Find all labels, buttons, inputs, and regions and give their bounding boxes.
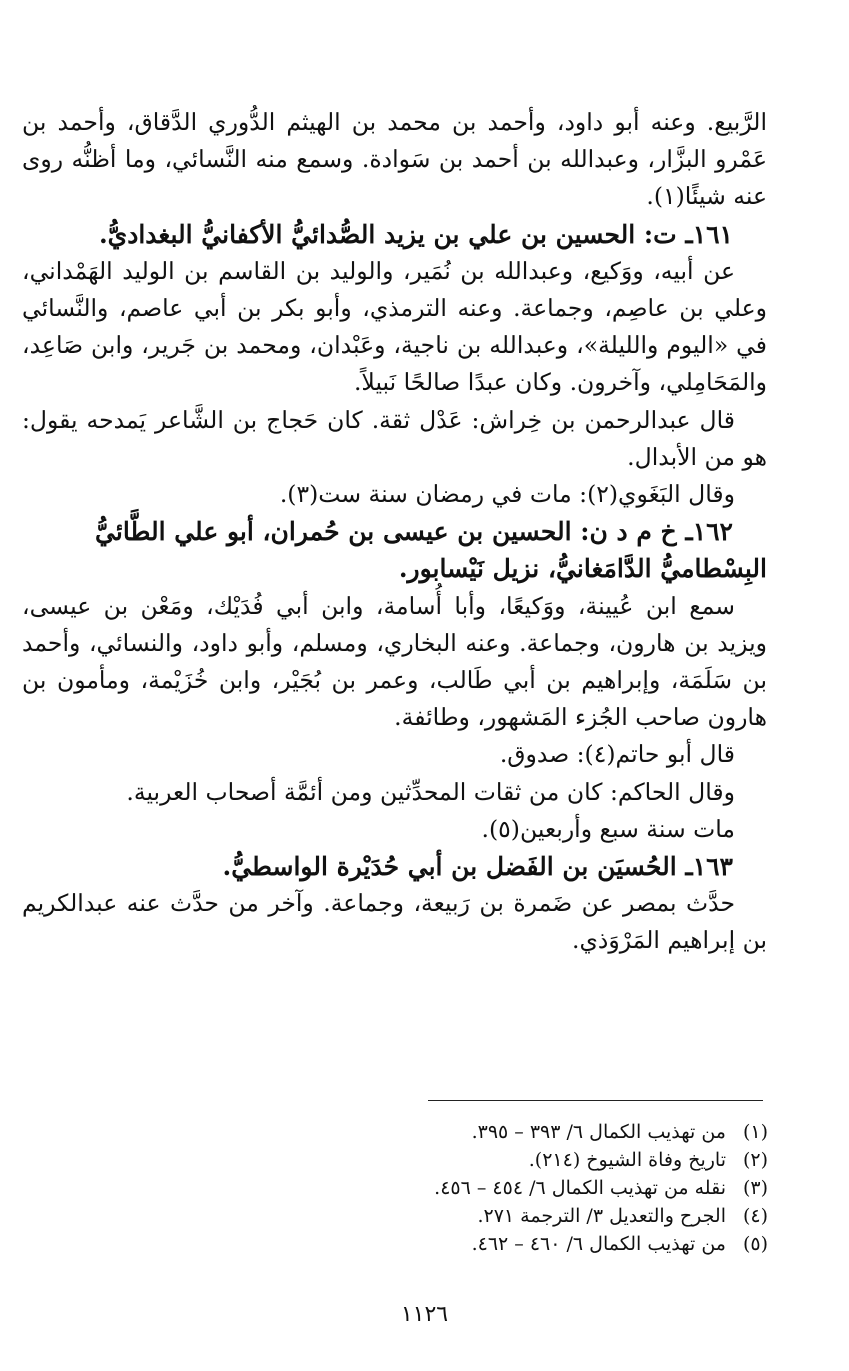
footnote-text: نقله من تهذيب الكمال ٦/ ٤٥٤ – ٤٥٦. <box>434 1177 726 1199</box>
body-paragraph: وقال البَغَوي(٢): مات في رمضان سنة ست(٣). <box>279 480 735 509</box>
body-paragraph: قال عبدالرحمن بن خِراش: عَدْل ثقة. كان حَجاج بن الشَّاعر يَمدحه يقول: هو من الأبدال. <box>22 405 767 471</box>
footnote-separator <box>428 1100 763 1101</box>
biography-entry-heading: ١٦٢ـ خ م د ن: الحسين بن عيسى بن حُمران، أبو علي الطَّائيُّ البِسْطاميُّ الدَّامَغانيُّ، نزيل نَيْسابور. <box>95 517 767 584</box>
body-paragraph: سمع ابن عُيينة، ووَكيعًا، وأبا أُسامة، وابن أبي فُدَيْك، ومَعْن بن عيسى، ويزيد بن هارون، وجماعة. وعنه البخاري، ومسلم، وأبو داود، والنسائي، وأحمد بن سَلَمَة، وإبراهيم بن أبي طَالب، وعمر بن بُجَيْر، وابن خُزَيْمة، ومأمون بن هارون صاحب الجُزء المَشهور، وطائفة. <box>22 591 767 732</box>
body-paragraph: عن أبيه، ووَكيع، وعبدالله بن نُمَير، والوليد بن القاسم بن الوليد الهَمْداني، وعلي بن عاصِم، وجماعة. وعنه الترمذي، وأبو بكر بن أبي عاصم، والنَّسائي في «اليوم والليلة»، وعبدالله بن ناجية، وعَبْدان، ومحمد بن جَرير، وابن صَاعِد، والمَحَامِلي، وآخرون. وكان عبدًا صالحًا نَبيلاً. <box>22 256 767 397</box>
body-paragraph: وقال الحاكم: كان من ثقات المحدِّثين ومن أئمَّة أصحاب العربية. <box>126 777 735 806</box>
footnote <box>330 1202 768 1230</box>
footnotes <box>330 1118 768 1258</box>
footnote-number: (١) <box>742 1121 768 1143</box>
footnote <box>330 1174 768 1202</box>
footnote-number: (٢) <box>742 1149 768 1171</box>
footnote <box>330 1230 768 1258</box>
page-number: ١١٢٦ <box>400 1302 449 1327</box>
body-paragraph: مات سنة سبع وأربعين(٥). <box>481 814 735 843</box>
main-text <box>22 104 767 960</box>
footnote <box>330 1146 768 1174</box>
biography-entry-heading: ١٦٣ـ الحُسيَن بن الفَضل بن أبي حُدَيْرة الواسطيُّ. <box>222 852 733 882</box>
biography-entry-heading: ١٦١ـ ت: الحسين بن علي بن يزيد الصُّدائيُّ الأكفانيُّ البغداديُّ. <box>98 219 733 249</box>
footnote-number: (٣) <box>742 1177 768 1199</box>
footnote-number: (٥) <box>742 1233 768 1255</box>
body-paragraph: حدَّث بمصر عن ضَمرة بن رَبيعة، وجماعة. وآخر من حدَّث عنه عبدالكريم بن إبراهيم المَرْوَذي. <box>22 889 767 955</box>
footnote-number: (٤) <box>742 1205 768 1227</box>
footnote-text: تاريخ وفاة الشيوخ (٢١٤). <box>528 1149 726 1171</box>
footnote <box>330 1118 768 1146</box>
footnote-text: من تهذيب الكمال ٦/ ٤٦٠ – ٤٦٢. <box>471 1233 726 1255</box>
body-paragraph: الرَّبيع. وعنه أبو داود، وأحمد بن محمد بن الهيثم الدُّوري الدَّقاق، وأحمد بن عَمْرو البزَّار، وعبدالله بن أحمد بن سَوادة. وسمع منه النَّسائي، وما أظنُّه روى عنه شيئًا(١). <box>22 108 767 211</box>
footnote-text: من تهذيب الكمال ٦/ ٣٩٣ – ٣٩٥. <box>471 1121 726 1143</box>
body-paragraph: قال أبو حاتم(٤): صدوق. <box>499 740 735 769</box>
footnote-text: الجرح والتعديل ٣/ الترجمة ٢٧١. <box>477 1205 726 1227</box>
